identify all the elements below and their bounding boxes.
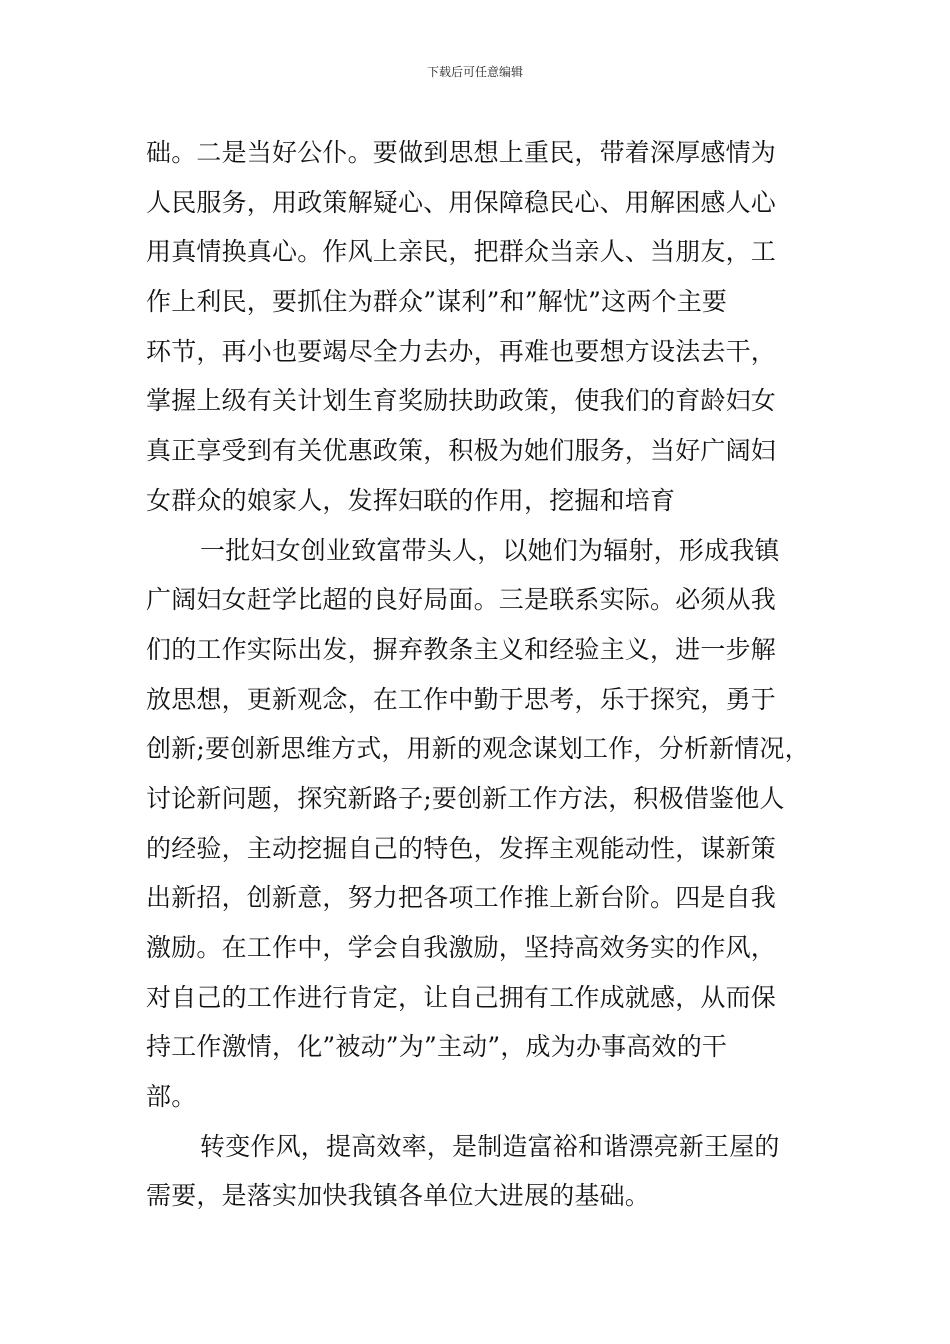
text-line: 作上利民，要抓住为群众”谋利”和”解忧”这两个主要 bbox=[146, 287, 728, 317]
text-line: 的经验，主动挖掘自己的特色，发挥主观能动性，谋新策 bbox=[146, 833, 777, 863]
text-line: 环节，再小也要竭尽全力去办，再难也要想方设法去干， bbox=[146, 336, 777, 366]
text-line: 激励。在工作中，学会自我激励，坚持高效务实的作风， bbox=[146, 933, 777, 962]
text-line: 创新;要创新思维方式，用新的观念谋划工作，分析新情况， bbox=[146, 734, 810, 764]
text-line: 部。 bbox=[146, 1082, 197, 1112]
text-line: 掌握上级有关计划生育奖励扶助政策，使我们的育龄妇女 bbox=[146, 386, 777, 416]
text-line-paragraph-start: 一批妇女创业致富带头人，以她们为辐射，形成我镇 bbox=[200, 535, 780, 565]
text-line: 放思想，更新观念，在工作中勤于思考，乐于探究，勇于 bbox=[146, 684, 777, 714]
text-line: 广阔妇女赶学比超的良好局面。三是联系实际。必须从我 bbox=[146, 585, 777, 615]
text-line: 们的工作实际出发，摒弃教条主义和经验主义，进一步解 bbox=[146, 634, 777, 664]
text-line: 用真情换真心。作风上亲民，把群众当亲人、当朋友，工 bbox=[146, 237, 777, 267]
text-line: 女群众的娘家人，发挥妇联的作用，挖掘和培育 bbox=[146, 485, 676, 515]
body-text bbox=[146, 128, 836, 1221]
text-line: 真正享受到有关优惠政策，积极为她们服务，当好广阔妇 bbox=[146, 436, 777, 466]
text-line: 础。二是当好公仆。要做到思想上重民，带着深厚感情为 bbox=[146, 138, 777, 167]
text-line: 需要，是落实加快我镇各单位大进展的基础。 bbox=[146, 1181, 651, 1211]
text-line: 对自己的工作进行肯定，让自己拥有工作成就感，从而保 bbox=[146, 982, 777, 1012]
text-line: 讨论新问题，探究新路子;要创新工作方法，积极借鉴他人 bbox=[146, 783, 785, 813]
text-line: 人民服务，用政策解疑心、用保障稳民心、用解困感人心 bbox=[146, 187, 777, 217]
text-line: 出新招，创新意，努力把各项工作推上新台阶。四是自我 bbox=[146, 883, 777, 913]
page-header: 下载后可任意编辑 bbox=[426, 65, 523, 79]
text-line-paragraph-start: 转变作风，提高效率，是制造富裕和谐漂亮新王屋的 bbox=[200, 1131, 780, 1161]
text-line: 持工作激情，化”被动”为”主动”，成为办事高效的干 bbox=[146, 1032, 728, 1062]
